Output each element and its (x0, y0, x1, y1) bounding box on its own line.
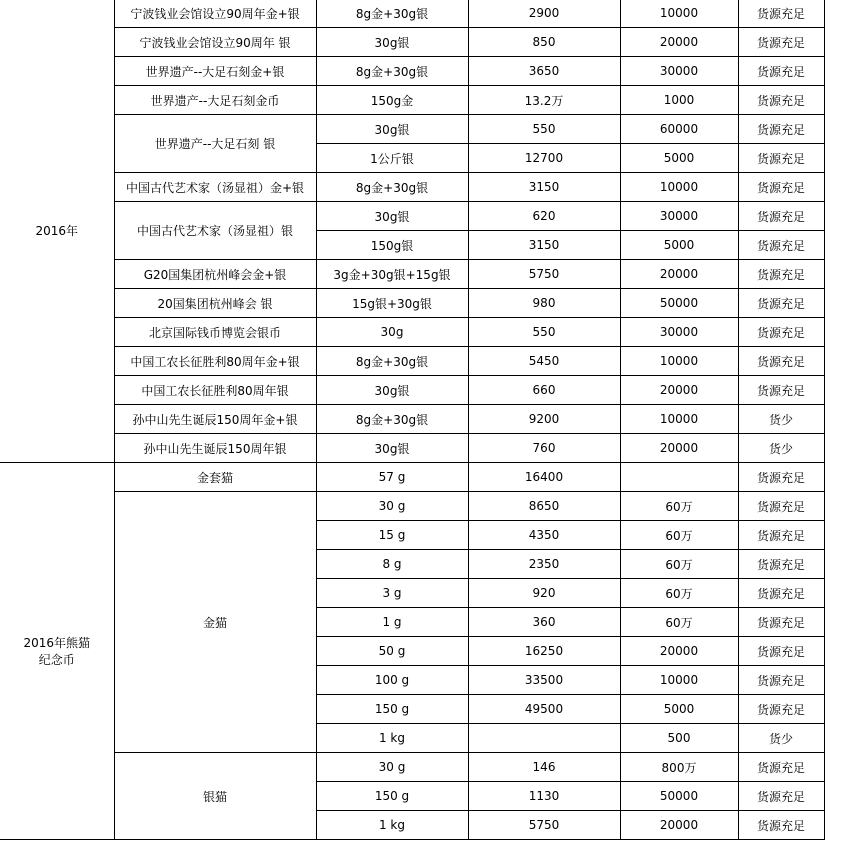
quantity-cell: 30000 (620, 202, 738, 231)
status-cell: 货源充足 (738, 521, 824, 550)
status-cell: 货源充足 (738, 260, 824, 289)
price-cell: 5450 (468, 347, 620, 376)
spec-cell: 8g金+30g银 (316, 405, 468, 434)
product-name-cell: 中国古代艺术家（汤显祖）金+银 (114, 173, 316, 202)
status-cell: 货源充足 (738, 376, 824, 405)
product-name-cell: 金猫 (114, 492, 316, 753)
quantity-cell: 30000 (620, 318, 738, 347)
product-name-cell: 银猫 (114, 753, 316, 840)
table-row (0, 347, 824, 376)
price-cell: 2900 (468, 0, 620, 28)
table-row (0, 173, 824, 202)
quantity-cell: 60万 (620, 608, 738, 637)
spec-cell: 8g金+30g银 (316, 0, 468, 28)
price-cell: 3150 (468, 173, 620, 202)
table-row (0, 376, 824, 405)
product-name-cell: 北京国际钱币博览会银币 (114, 318, 316, 347)
price-cell: 16400 (468, 463, 620, 492)
status-cell: 货源充足 (738, 347, 824, 376)
status-cell: 货源充足 (738, 463, 824, 492)
product-name-cell: 孙中山先生诞辰150周年金+银 (114, 405, 316, 434)
status-cell: 货源充足 (738, 28, 824, 57)
quantity-cell: 10000 (620, 405, 738, 434)
table-row (0, 434, 824, 463)
status-cell: 货源充足 (738, 144, 824, 173)
spec-cell: 30g银 (316, 202, 468, 231)
product-name-cell: 20国集团杭州峰会 银 (114, 289, 316, 318)
spec-cell: 30g银 (316, 115, 468, 144)
quantity-cell: 5000 (620, 144, 738, 173)
price-cell: 9200 (468, 405, 620, 434)
product-name-cell: 中国工农长征胜利80周年银 (114, 376, 316, 405)
status-cell: 货源充足 (738, 115, 824, 144)
table-row (0, 753, 824, 782)
quantity-cell: 60万 (620, 492, 738, 521)
status-cell: 货源充足 (738, 231, 824, 260)
price-cell (468, 724, 620, 753)
quantity-cell: 5000 (620, 695, 738, 724)
quantity-cell: 1000 (620, 86, 738, 115)
price-cell: 1130 (468, 782, 620, 811)
price-cell: 16250 (468, 637, 620, 666)
table-row (0, 202, 824, 231)
price-cell: 620 (468, 202, 620, 231)
quantity-cell: 60万 (620, 521, 738, 550)
spec-cell: 3 g (316, 579, 468, 608)
table-row (0, 115, 824, 144)
status-cell: 货源充足 (738, 811, 824, 840)
status-cell: 货少 (738, 724, 824, 753)
spec-cell: 8g金+30g银 (316, 347, 468, 376)
status-cell: 货源充足 (738, 608, 824, 637)
quantity-cell: 20000 (620, 637, 738, 666)
spec-cell: 150g金 (316, 86, 468, 115)
status-cell: 货源充足 (738, 289, 824, 318)
spec-cell: 150 g (316, 695, 468, 724)
quantity-cell: 60000 (620, 115, 738, 144)
price-cell: 146 (468, 753, 620, 782)
status-cell: 货源充足 (738, 57, 824, 86)
product-name-cell: 宁波钱业会馆设立90周年金+银 (114, 0, 316, 28)
price-cell: 980 (468, 289, 620, 318)
year-cell: 2016年熊猫 纪念币 (0, 463, 114, 840)
product-name-cell: 世界遗产--大足石刻金币 (114, 86, 316, 115)
status-cell: 货少 (738, 434, 824, 463)
product-name-cell: G20国集团杭州峰会金+银 (114, 260, 316, 289)
quantity-cell: 60万 (620, 550, 738, 579)
quantity-cell: 5000 (620, 231, 738, 260)
quantity-cell: 20000 (620, 376, 738, 405)
price-cell: 3150 (468, 231, 620, 260)
spec-cell: 150 g (316, 782, 468, 811)
price-cell: 850 (468, 28, 620, 57)
price-cell: 8650 (468, 492, 620, 521)
status-cell: 货源充足 (738, 86, 824, 115)
table-row (0, 492, 824, 521)
product-name-cell: 宁波钱业会馆设立90周年 银 (114, 28, 316, 57)
status-cell: 货源充足 (738, 0, 824, 28)
product-name-cell: 世界遗产--大足石刻金+银 (114, 57, 316, 86)
year-cell: 2016年 (0, 0, 114, 463)
price-cell: 920 (468, 579, 620, 608)
status-cell: 货源充足 (738, 637, 824, 666)
spec-cell: 1公斤银 (316, 144, 468, 173)
price-cell: 5750 (468, 811, 620, 840)
spec-cell: 3g金+30g银+15g银 (316, 260, 468, 289)
quantity-cell: 20000 (620, 811, 738, 840)
price-cell: 760 (468, 434, 620, 463)
status-cell: 货源充足 (738, 318, 824, 347)
status-cell: 货源充足 (738, 173, 824, 202)
table-row (0, 463, 824, 492)
quantity-cell: 10000 (620, 173, 738, 202)
price-cell: 3650 (468, 57, 620, 86)
quantity-cell: 10000 (620, 347, 738, 376)
quantity-cell: 20000 (620, 434, 738, 463)
quantity-cell: 500 (620, 724, 738, 753)
quantity-cell: 30000 (620, 57, 738, 86)
quantity-cell: 50000 (620, 782, 738, 811)
status-cell: 货源充足 (738, 753, 824, 782)
spec-cell: 30g银 (316, 28, 468, 57)
price-cell: 4350 (468, 521, 620, 550)
price-cell: 550 (468, 318, 620, 347)
spec-cell: 30 g (316, 753, 468, 782)
quantity-cell: 60万 (620, 579, 738, 608)
spec-cell: 30g银 (316, 434, 468, 463)
status-cell: 货源充足 (738, 695, 824, 724)
status-cell: 货源充足 (738, 782, 824, 811)
quantity-cell: 20000 (620, 260, 738, 289)
quantity-cell: 10000 (620, 666, 738, 695)
spec-cell: 100 g (316, 666, 468, 695)
spec-cell: 8g金+30g银 (316, 173, 468, 202)
table-row (0, 28, 824, 57)
table-row (0, 318, 824, 347)
status-cell: 货少 (738, 405, 824, 434)
price-cell: 12700 (468, 144, 620, 173)
quantity-cell: 10000 (620, 0, 738, 28)
price-cell: 2350 (468, 550, 620, 579)
table-row (0, 260, 824, 289)
spec-cell: 1 kg (316, 724, 468, 753)
price-cell: 660 (468, 376, 620, 405)
spec-cell: 30 g (316, 492, 468, 521)
status-cell: 货源充足 (738, 492, 824, 521)
quantity-cell (620, 463, 738, 492)
price-cell: 360 (468, 608, 620, 637)
table-row (0, 86, 824, 115)
product-name-cell: 中国古代艺术家（汤显祖）银 (114, 202, 316, 260)
status-cell: 货源充足 (738, 666, 824, 695)
spec-cell: 30g银 (316, 376, 468, 405)
price-cell: 550 (468, 115, 620, 144)
spec-cell: 57 g (316, 463, 468, 492)
spec-cell: 1 kg (316, 811, 468, 840)
table-row (0, 57, 824, 86)
spec-cell: 150g银 (316, 231, 468, 260)
spec-cell: 15g银+30g银 (316, 289, 468, 318)
spec-cell: 8g金+30g银 (316, 57, 468, 86)
status-cell: 货源充足 (738, 579, 824, 608)
quantity-cell: 50000 (620, 289, 738, 318)
product-name-cell: 世界遗产--大足石刻 银 (114, 115, 316, 173)
status-cell: 货源充足 (738, 202, 824, 231)
table-row (0, 289, 824, 318)
price-cell: 33500 (468, 666, 620, 695)
product-name-cell: 孙中山先生诞辰150周年银 (114, 434, 316, 463)
spec-cell: 15 g (316, 521, 468, 550)
quantity-cell: 20000 (620, 28, 738, 57)
spec-cell: 30g (316, 318, 468, 347)
product-name-cell: 中国工农长征胜利80周年金+银 (114, 347, 316, 376)
spec-cell: 50 g (316, 637, 468, 666)
table-row (0, 405, 824, 434)
spec-cell: 1 g (316, 608, 468, 637)
price-cell: 13.2万 (468, 86, 620, 115)
price-cell: 49500 (468, 695, 620, 724)
spec-cell: 8 g (316, 550, 468, 579)
price-cell: 5750 (468, 260, 620, 289)
table-row (0, 0, 824, 28)
status-cell: 货源充足 (738, 550, 824, 579)
product-name-cell: 金套猫 (114, 463, 316, 492)
quantity-cell: 800万 (620, 753, 738, 782)
